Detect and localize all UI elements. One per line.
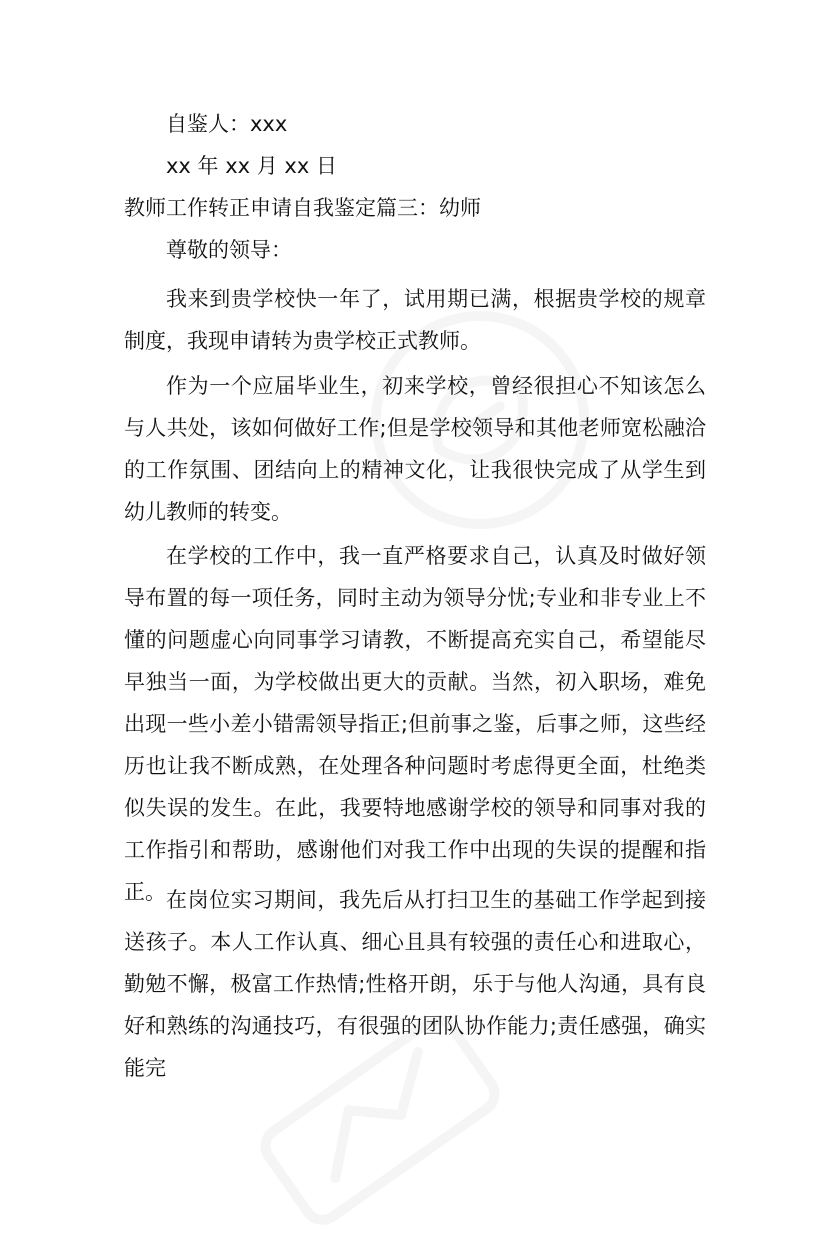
paragraph-2: 作为一个应届毕业生，初来学校，曾经很担心不知该怎么与人共处，该如何做好工作;但是学校领导和其他老师宽松融洽的工作氛围、团结向上的精神文化，让我很快完成了从学生到幼儿教师的转变。	[124, 374, 706, 524]
date-line: xx 年 xx 月 xx 日	[166, 154, 337, 178]
author-line: 自鉴人：xxx	[166, 112, 288, 136]
paragraph-3: 在学校的工作中，我一直严格要求自己，认真及时做好领导布置的每一项任务，同时主动为领导分忧;专业和非专业上不懂的问题虚心向同事学习请教，不断提高充实自己，希望能尽早独当一面，为学校做出更大的贡献。当然，初入职场，难免出现一些小差小错需领导指正;但前事之鉴，后事之师，这些经历也让我不断成熟，在处理各种问题时考虑得更全面，杜绝类似失误的发生。在此，我要特地感谢学校的领导和同事对我的工作指引和帮助，感谢他们对我工作中出现的失误的提醒和指正。	[124, 544, 706, 904]
paragraph-1: 我来到贵学校快一年了，试用期已满，根据贵学校的规章制度，我现申请转为贵学校正式教师。	[124, 287, 706, 353]
greeting: 尊敬的领导：	[166, 238, 292, 262]
paragraph-4: 在岗位实习期间，我先后从打扫卫生的基础工作学起到接送孩子。本人工作认真、细心且具有较强的责任心和进取心，勤勉不懈，极富工作热情;性格开朗，乐于与他人沟通，具有良好和熟练的沟通技巧，有很强的团队协作能力;责任感强，确实能完	[124, 888, 706, 1080]
section-title: 教师工作转正申请自我鉴定篇三：幼师	[124, 196, 481, 220]
